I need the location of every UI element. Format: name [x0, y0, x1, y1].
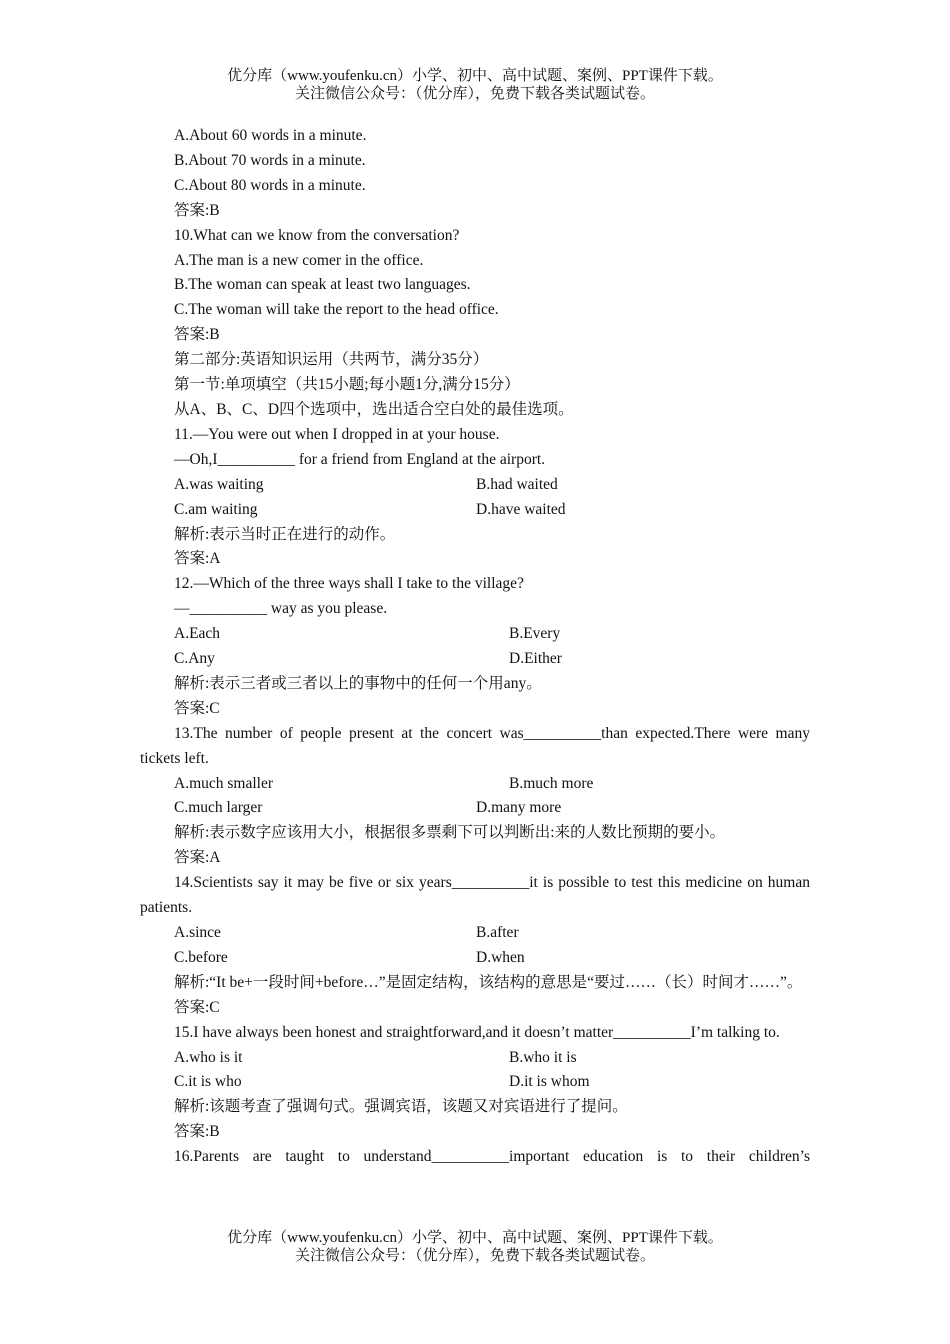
header-line-2: 关注微信公众号：（优分库），免费下载各类试题试卷。: [294, 86, 655, 102]
footer-line-2: 关注微信公众号：（优分库），免费下载各类试题试卷。: [294, 1248, 655, 1264]
q9-option-b: B.About 70 words in a minute.: [174, 151, 366, 169]
q10-option-c: C.The woman will take the report to the head office.: [174, 301, 499, 319]
q14-answer: 答案:C: [174, 998, 220, 1016]
q14-option-b: B.after: [476, 924, 519, 941]
q15-option-d: D.it is whom: [509, 1073, 590, 1091]
q12-stem-1: 12.—Which of the three ways shall I take to the village?: [174, 575, 524, 593]
q12-option-c: C.Any: [174, 650, 215, 668]
q12-option-d: D.Either: [509, 650, 562, 668]
q11-option-d: D.have waited: [476, 500, 566, 518]
q12-options-row-1: [140, 622, 810, 647]
q14-stem: 14.Scientists say it may be five or six years__________it is possible to test this medicine on human patients.: [140, 874, 810, 917]
section1-title: 第一节:单项填空（共15小题;每小题1分,满分15分）: [174, 376, 520, 394]
q13-options-row-2: [140, 796, 810, 821]
q13-option-c: C.much larger: [174, 799, 263, 817]
q11-stem-2: —Oh,I__________ for a friend from England at the airport.: [174, 450, 546, 468]
q12-stem-2: —__________ way as you please.: [174, 600, 388, 618]
q12-options-row-2: [140, 647, 810, 672]
q10-option-b: B.The woman can speak at least two languages.: [174, 276, 471, 294]
q15-options-row-1: [140, 1046, 810, 1071]
q14-options-row-2: [140, 946, 810, 971]
q13-option-b: B.much more: [509, 774, 594, 792]
q9-answer: 答案:B: [174, 201, 220, 219]
q15-option-a: A.who is it: [174, 1048, 243, 1066]
q12-option-a: A.Each: [174, 625, 221, 643]
q11-answer: 答案:A: [174, 550, 221, 568]
q11-options-row-1: [140, 473, 810, 498]
q11-option-b: B.had waited: [476, 475, 558, 493]
q11-options-row-2: [140, 498, 810, 523]
q12-analysis: 解析:表示三者或三者以上的事物中的任何一个用any。: [174, 674, 542, 692]
q10-answer: 答案:B: [174, 326, 220, 344]
q11-analysis: 解析:表示当时正在进行的动作。: [174, 525, 396, 543]
q14-options-row-1: [140, 921, 810, 946]
q11-stem-1: 11.—You were out when I dropped in at your house.: [174, 425, 500, 443]
q10-option-a: A.The man is a new comer in the office.: [174, 251, 424, 269]
q9-option-c: C.About 80 words in a minute.: [174, 176, 366, 194]
q15-stem: 15.I have always been honest and straightforward,and it doesn’t matter__________I’m talking to.: [174, 1023, 780, 1041]
q13-option-a: A.much smaller: [174, 774, 274, 792]
q13-stem: 13.The number of people present at the concert was__________than expected.There were many tickets left.: [140, 724, 810, 767]
q14-option-a: A.since: [174, 924, 221, 941]
q13-analysis: 解析:表示数字应该用大小，根据很多票剩下可以判断出:来的人数比预期的要小。: [174, 824, 726, 842]
q15-answer: 答案:B: [174, 1123, 220, 1141]
q11-option-c: C.am waiting: [174, 500, 258, 518]
q15-option-c: C.it is who: [174, 1073, 242, 1091]
q15-analysis: 解析:该题考查了强调句式。强调宾语，该题又对宾语进行了提问。: [174, 1098, 628, 1116]
q12-option-b: B.Every: [509, 625, 561, 643]
q12-answer: 答案:C: [174, 699, 220, 717]
q10-stem: 10.What can we know from the conversation?: [174, 226, 460, 244]
footer-line-1: 优分库（www.youfenku.cn）小学、初中、高中试题、案例、PPT课件下载。: [227, 1230, 723, 1246]
part2-title: 第二部分:英语知识运用（共两节，满分35分）: [174, 351, 489, 369]
section1-instruction: 从A、B、C、D四个选项中，选出适合空白处的最佳选项。: [174, 400, 574, 418]
q16-stem: 16.Parents are taught to understand__________important education is to their children’s: [174, 1148, 810, 1166]
q14-option-d: D.when: [476, 948, 525, 966]
document-body: [140, 124, 810, 1170]
q15-option-b: B.who it is: [509, 1048, 577, 1066]
q14-analysis: 解析:“It be+一段时间+before…”是固定结构，该结构的意思是“要过……（长）时间才……”。: [174, 973, 803, 991]
header-line-1: 优分库（www.youfenku.cn）小学、初中、高中试题、案例、PPT课件下载。: [227, 68, 723, 84]
q14-option-c: C.before: [174, 948, 228, 966]
page-header: [0, 67, 950, 103]
q15-options-row-2: [140, 1070, 810, 1095]
q13-options-row-1: [140, 772, 810, 797]
page-footer: [0, 1229, 950, 1265]
q13-answer: 答案:A: [174, 849, 221, 867]
q9-option-a: A.About 60 words in a minute.: [174, 127, 367, 144]
q13-option-d: D.many more: [476, 799, 562, 817]
q11-option-a: A.was waiting: [174, 475, 264, 493]
